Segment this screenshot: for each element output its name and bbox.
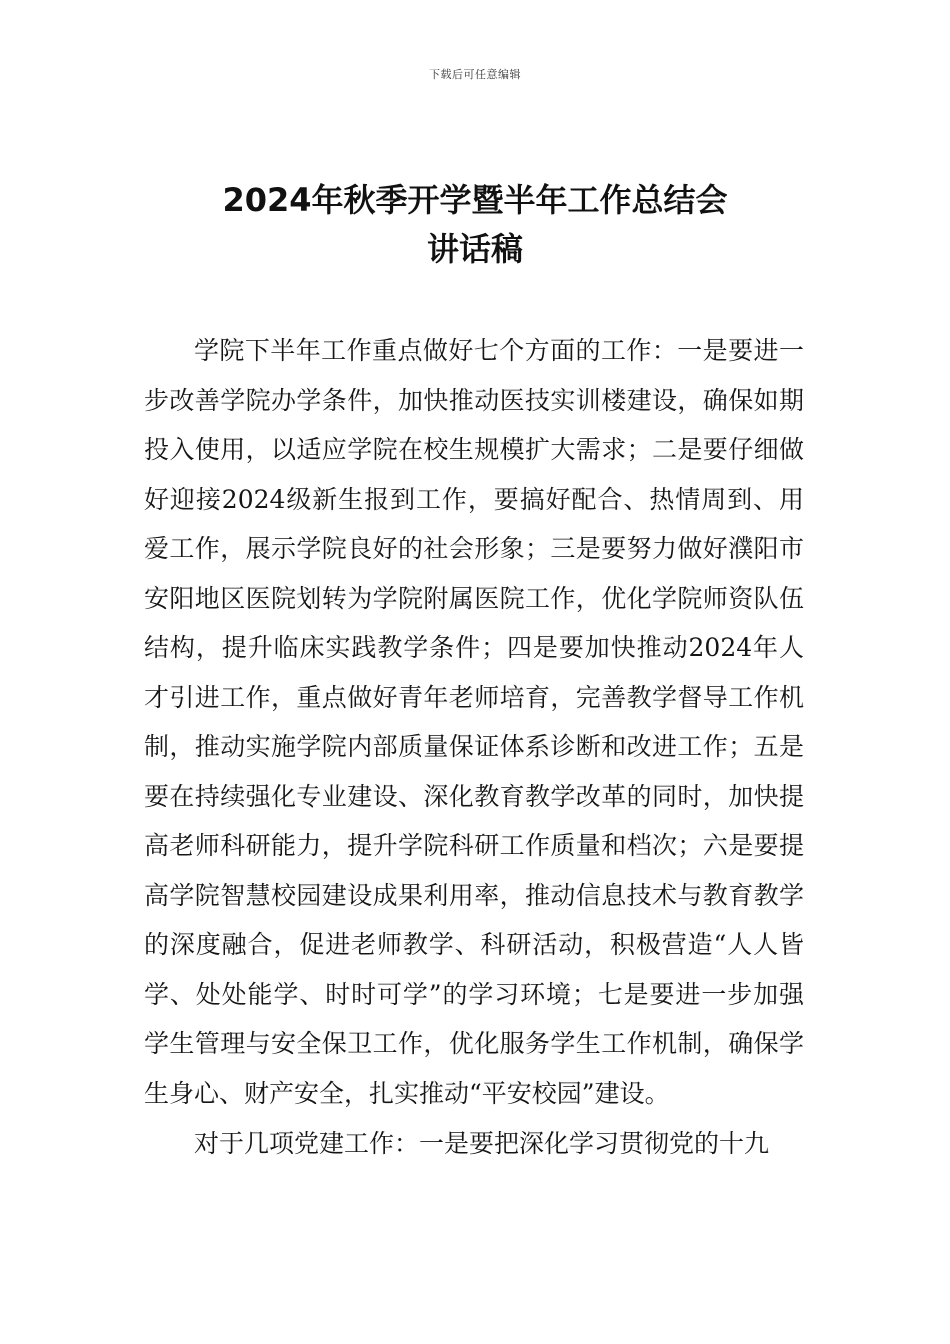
paragraph: 对于几项党建工作：一是要把深化学习贯彻党的十九: [194, 1129, 770, 1158]
paragraph: 学院下半年工作重点做好七个方面的工作：一是要进一步改善学院办学条件，加快推动医技实训楼建设，确保如期投入使用，以适应学院在校生规模扩大需求；二是要仔细做好迎接2024级新生报到工作，要搞好配合、热情周到、用爱工作，展示学院良好的社会形象；三是要努力做好濮阳市安阳地区医院划转为学院附属医院工作，优化学院师资队伍结构，提升临床实践教学条件；四是要加快推动2024年人才引进工作，重点做好青年老师培育，完善教学督导工作机制，推动实施学院内部质量保证体系诊断和改进工作；五是要在持续强化专业建设、深化教育教学改革的同时，加快提高老师科研能力，提升学院科研工作质量和档次；六是要提高学院智慧校园建设成果利用率，推动信息技术与教育教学的深度融合，促进老师教学、科研活动，积极营造“人人皆学、处处能学、时时可学”的学习环境；七是要进一步加强学生管理与安全保卫工作，优化服务学生工作机制，确保学生身心、财产安全，扎实推动“平安校园”建设。: [144, 336, 804, 1108]
title-line-2: 讲话稿: [426, 230, 523, 268]
document-title: [0, 176, 950, 274]
header-note: 下载后可任意编辑: [429, 68, 521, 81]
title-line-1: 2024年秋季开学暨半年工作总结会: [222, 181, 728, 219]
document-body: [144, 326, 804, 1170]
